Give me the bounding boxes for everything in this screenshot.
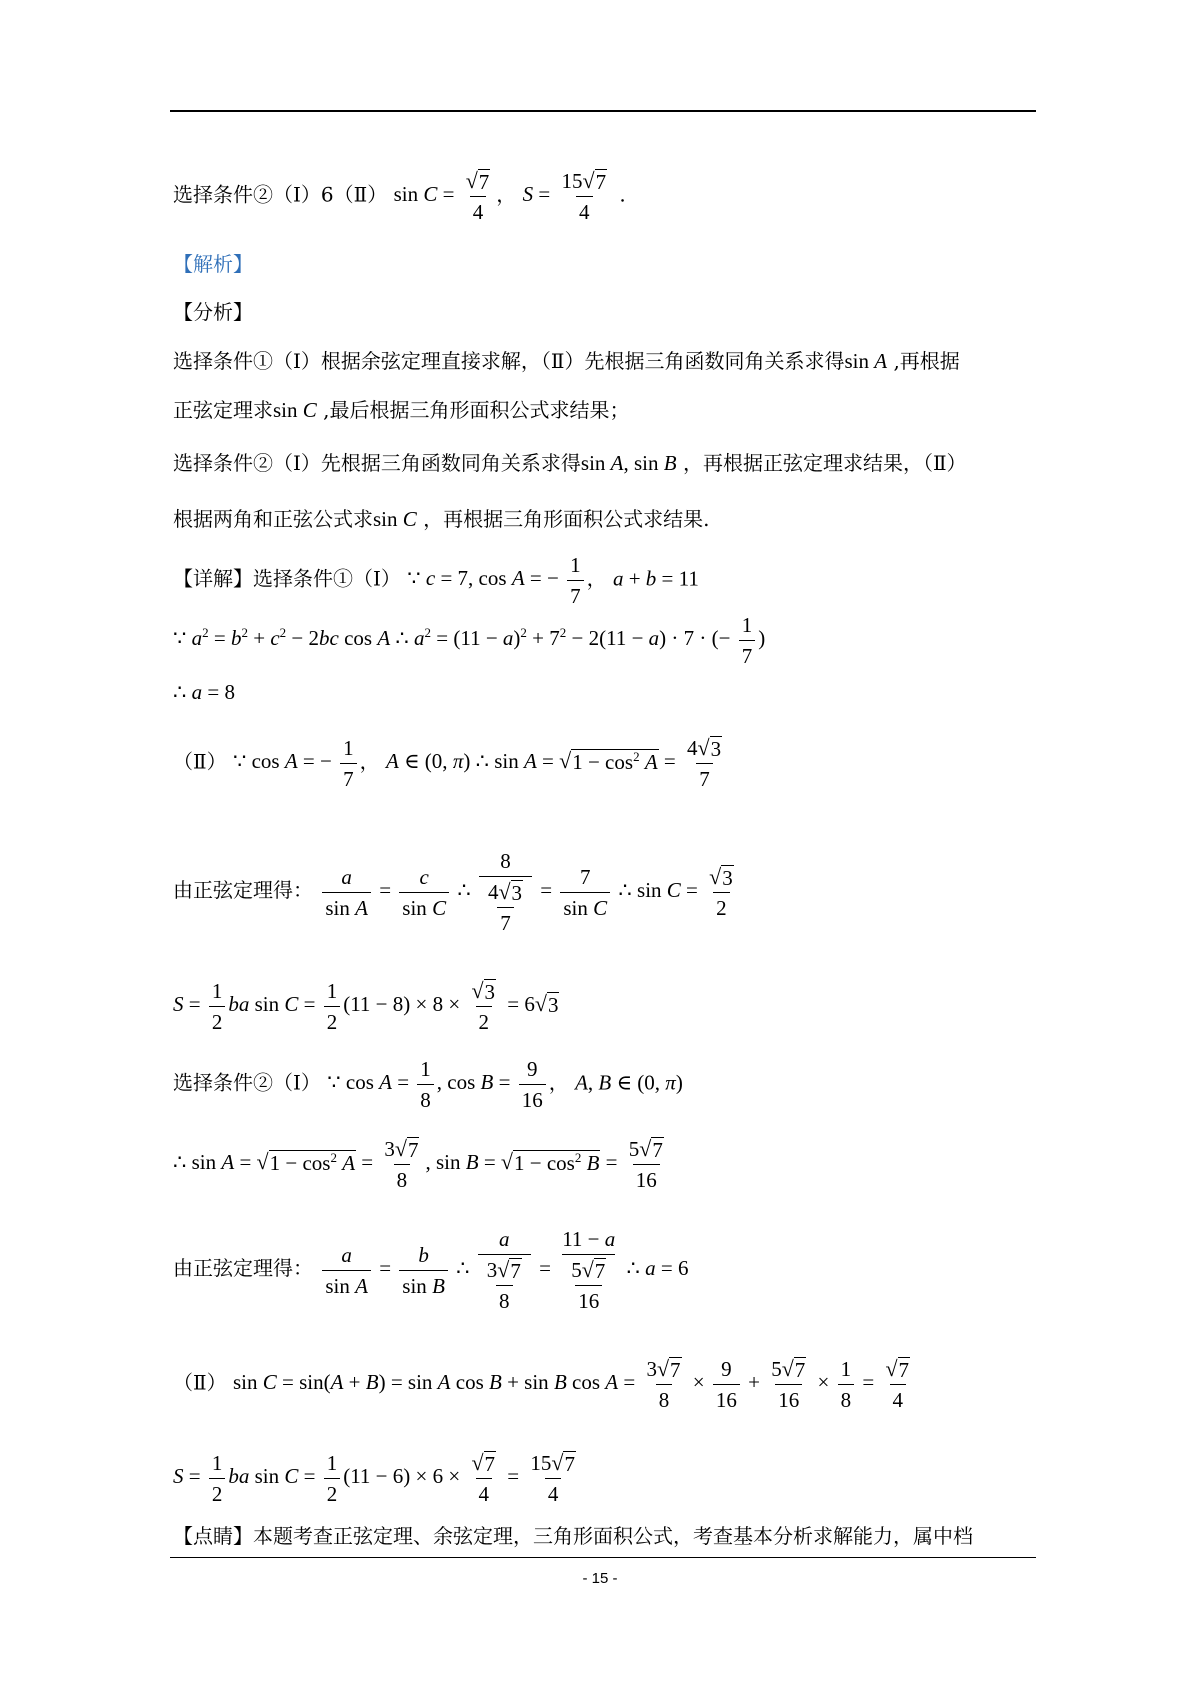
answer-line: 选择条件②（Ⅰ）6（Ⅱ） sin C = √ 7 4 ， S = 15 √ 7 4 .	[173, 168, 626, 224]
detail-line-3: ∴ a = 8	[173, 680, 235, 704]
footer-rule	[170, 1557, 1036, 1558]
detail-line-1: 【详解】选择条件①（Ⅰ） ∵ c = 7, cos A = − $\frac{1}{7}$ ， a + b = 11	[173, 553, 699, 608]
detail-line-9: 由正弦定理得： $\frac{a}{\text{sin A}}$ = $\frac{b}{\text{sin B}}$ ∴ a 3 √ 7 8 = 11 − a 5 √ 7 16 ∴ a = 6	[173, 1227, 689, 1313]
detail-line-7: 选择条件②（Ⅰ） ∵ cos A = $\frac{1}{8}$ , cos B = $\frac{9}{16}$ ， A, B ∈ (0, π)	[173, 1057, 683, 1112]
detail-line-10: （Ⅱ） sin C = sin(A + B) = sin A cos B + sin B cos A = 3 √ 7 8 × $\frac{9}{16}$ + 5 √ 7 16 × $\frac{1}{8}$ = √ 7 4	[173, 1356, 910, 1412]
detail-line-2: ∵ $a^2 = b^2 + c^2 - 2bc$ cos A ∴ $a^2 = (11 - a)^2 + 7^2 - 2(11 - a) \cdot 7$ · (− $\frac{1}{7}$ )	[173, 613, 766, 668]
page-number: - 15 -	[582, 1570, 618, 1587]
section-fenxi: 【分析】	[173, 300, 253, 324]
analysis-p1: 选择条件①（Ⅰ）根据余弦定理直接求解，（Ⅱ）先根据三角函数同角关系求得sin A ,再根据	[173, 349, 960, 373]
detail-line-8: ∴ sin A = √ $1 - \cos^2 A$ = 3 √ 7 8 , sin B = √ $1 - \cos^2 B$ = 5 √ 7 16	[173, 1136, 663, 1192]
detail-line-4: （Ⅱ） ∵ cos A = − $\frac{1}{7}$ ， A ∈ (0, π) ∴ sin A = √ $1 - \cos^2 A$ = 4 √ 3 7	[173, 735, 722, 791]
detail-line-11: S = $\frac{1}{2}$ ba sin C = $\frac{1}{2}$ (11 − 6) × 6 × √ 7 4 = 15 √ 7 4	[173, 1450, 575, 1506]
comment-line: 【点睛】本题考查正弦定理、余弦定理，三角形面积公式，考查基本分析求解能力，属中档	[173, 1524, 973, 1548]
header-rule	[170, 110, 1036, 112]
detail-line-5: 由正弦定理得： $\frac{a}{\text{sin A}}$ = $\frac{c}{\text{sin C}}$ ∴ 8 4 √ 3 7 = $\frac{7}{\text{sin C}}$ ∴ sin C = √ 3 2	[173, 849, 733, 935]
analysis-p3: 选择条件②（Ⅰ）先根据三角函数同角关系求得sin A, sin B ，再根据正弦定理求结果，（Ⅱ）	[173, 451, 967, 475]
detail-line-6: S = $\frac{1}{2}$ ba sin C = $\frac{1}{2}$ (11 − 8) × 8 × √ 3 2 = 6 √ 3	[173, 978, 559, 1034]
analysis-p2: 正弦定理求sin C ,最后根据三角形面积公式求结果；	[173, 398, 630, 422]
section-jiexi: 【解析】	[173, 252, 253, 276]
analysis-p4: 根据两角和正弦公式求sin C ，再根据三角形面积公式求结果.	[173, 507, 710, 531]
